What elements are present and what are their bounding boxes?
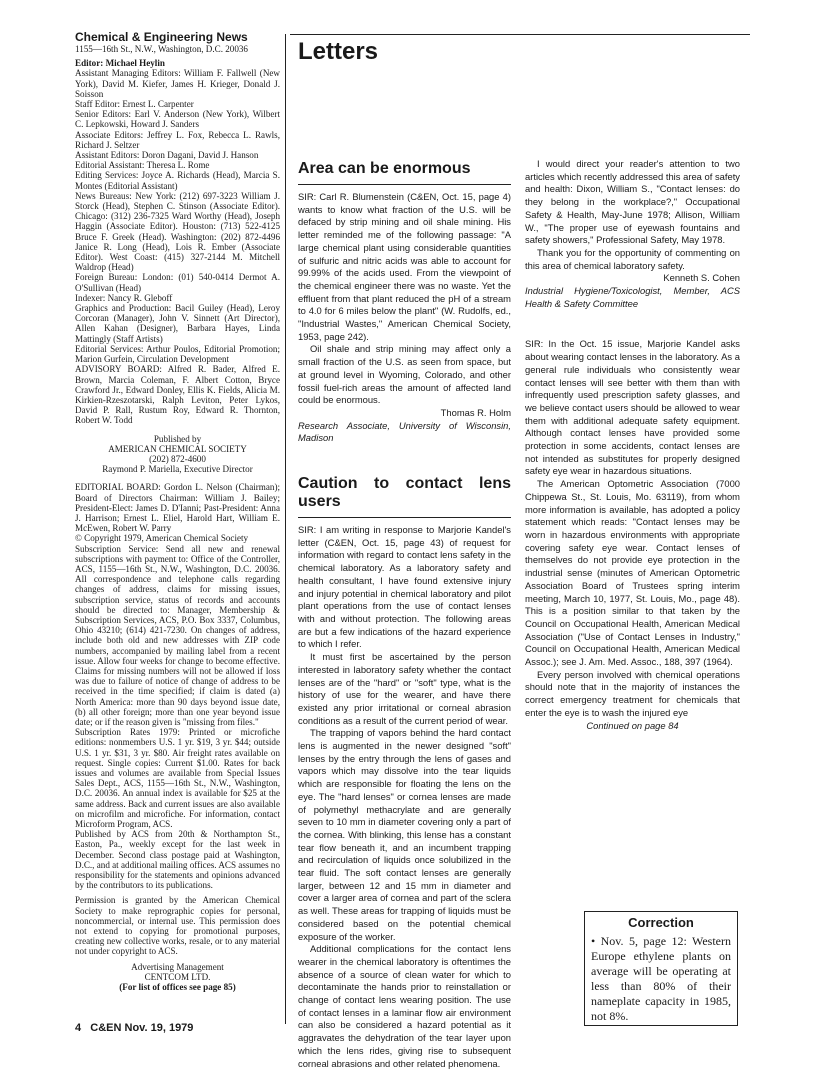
offices-note: (For list of offices see page 85) <box>119 982 236 993</box>
executive-director: Raymond P. Mariella, Executive Director <box>102 464 253 475</box>
publication-info: Published by ACS from 20th & Northampton St., Easton, Pa., weekly except for the last week in December. Second class postage paid at Washington, D.C., and at additional mailing offices. ACS assumes no responsibility for the statements and opinions advanced by the contributors to its publications. <box>75 829 280 891</box>
advisory-board: ADVISORY BOARD: Alfred R. Bader, Alfred E. Brown, Marcia Coleman, F. Albert Cotton, Bryce Crawford Jr., Edward Donley, Ellis K. Fields, Alicia M. Kirkien-Rzeszotarski, Ralph Leviton, Peter Lykos, David P. Rall, Rustum Roy, Edward R. Thornton, Robert W. Todd <box>75 364 280 426</box>
correction-box <box>584 911 738 1026</box>
letter-paragraph: Oil shale and strip mining may affect only a small fraction of the U.S. as seen from space, but at ground level in Wyoming, Colorado, and other fossil fuel-rich areas the amount of affected land could be enormous. <box>298 343 511 406</box>
letter-paragraph: SIR: I am writing in response to Marjorie Kandel's letter (C&EN, Oct. 15, page 43) of request for information with regard to contact lens safety in the chemical laboratory. As a laboratory safety and health consultant, I have found extensive injury and injury potential in chemical laboratory and pilot plant operations from the use of contact lenses with and without protection. The following areas are but a few indications of the hazard experience to which I refer. <box>298 524 511 650</box>
masthead-editor: Editor: Michael Heylin <box>75 58 165 69</box>
masthead <box>75 30 280 992</box>
society-name: AMERICAN CHEMICAL SOCIETY <box>108 443 247 454</box>
subscription-service: Subscription Service: Send all new and renewal subscriptions with payment to: Office of the Controller, ACS, 1155—16th St., N.W., Washington, D.C. 20036. All correspondence and telephone calls regarding changes of address, claims for missing issues, subscription service, status of records and accounts should be directed to: Manager, Membership & Subscription Services, ACS, P.O. Box 3337, Columbus, Ohio 43210; (614) 421-7230. On changes of address, include both old and new addresses with ZIP code numbers, accompanied by mailing label from a recent issue. Allow four weeks for change to become effective. Claims for missing numbers will not be allowed if loss was due to failure of notice of change of address to be received in the time specified; if claim is dated (a) North America: more than 90 days beyond issue date, (b) all other foreign; more than one year beyond issue date; or if the reason given is "missing from files." <box>75 543 280 727</box>
masthead-entry: Editing Services: Joyce A. Richards (Head), Marcia S. Montes (Editorial Assistant) <box>75 170 280 191</box>
letter-paragraph: I would direct your reader's attention to two articles which recently addressed this area of safety and health: Dixon, William S., "Contact lenses: do they belong in the workplace?," Occupational Safety & Health, May-June 1978; Allison, William W., "The proper use of eyewash fountains and safety showers," Professional Safety, May 1978. <box>525 158 740 246</box>
continued-note: Continued on page 84 <box>586 719 679 731</box>
issue-label: C&EN Nov. 19, 1979 <box>90 1022 194 1034</box>
correction-text: • Nov. 5, page 12: Western Europe ethylene plants on average will be operating at less than 80% of their nameplate capacity in 1985, not 8%. <box>591 934 731 1023</box>
editorial-board: EDITORIAL BOARD: Gordon L. Nelson (Chairman); Board of Directors Chairman: William J. Bailey; President-Elect: James D. D'Ianni; Past-President: Anna J. Harrison; Ernest L. Eliel, Harold Hart, William E. McEwen, Robert W. Parry <box>75 482 280 534</box>
column-divider <box>285 34 286 1024</box>
letter-affiliation: Research Associate, University of Wisconsin, Madison <box>298 419 511 444</box>
masthead-entry: Indexer: Nancy R. Gleboff <box>75 292 173 303</box>
advertising-management: Advertising Management <box>131 961 224 972</box>
subscription-rates: Subscription Rates 1979: Printed or microfiche editions: nonmembers U.S. 1 yr. $19, 3 yr. $44; outside U.S. 1 yr. $31, 3 yr. $80. Air freight rates available on request. Single copies: Current $1.00. Rates for back issues and volumes are available from Special Issues Sales Dept., ACS, 1155—16th St., N.W., Washington, D.C. 20036. An annual index is available for $25 at the same address. Back and current issues are also available on microfilm and microfiche. For information, contact Microform Program, ACS. <box>75 727 280 830</box>
right-column <box>525 158 740 732</box>
masthead-entry: Editorial Services: Arthur Poulos, Editorial Promotion; Marion Gurfein, Circulation Development <box>75 343 280 365</box>
middle-column <box>298 160 511 1070</box>
society-phone: (202) 872-4600 <box>149 453 206 464</box>
letter-paragraph: Every person involved with chemical operations should note that in the majority of instances the correct emergency treatment for chemicals that enter the eye is to wash the injured eye <box>525 668 740 718</box>
published-by: Published by <box>153 433 202 444</box>
letter-paragraph: Additional complications for the contact lens wearer in the chemical laboratory is oftentimes the absence of a source of clean water for which to decontaminate the hands prior to reinstallation or change of contact lens wearing position. The use of contact lenses in a laminar flow air environment can also be considered a hazard potential as it aggravates the dehydration of the tear layer upon which the lens rides, giving rise to subsequent corneal abrasions and other related phenomena. <box>298 943 511 1069</box>
masthead-entry: Editorial Assistant: Theresa L. Rome <box>75 160 210 171</box>
letter-heading: Area can be enormous <box>298 160 471 177</box>
masthead-entry: Assistant Managing Editors: William F. Fallwell (New York), David M. Kiefer, James H. Krieger, Donald J. Soisson <box>75 68 280 99</box>
letter-signature: Thomas R. Holm <box>440 406 511 418</box>
page-title: Letters <box>298 38 379 65</box>
centcom: CENTCOM LTD. <box>144 971 211 982</box>
page-footer <box>75 1022 193 1034</box>
letter-paragraph: The American Optometric Association (7000 Chippewa St., St. Louis, Mo. 63119), from whom more information is available, has adopted a policy statement which reads: "Contact lenses may be worn in hazardous environments with appropriate covering safety eye wear. Contact lenses of themselves do not provide eye protection in the industrial sense (minutes of American Optometric Association Board of Trustees spring interim meeting, March 10, 1977, St. Louis, Mo., page 48). This is a position similar to that taken by the Council on Occupational Health, American Medical Association ("Use of Contact Lenses in Industry," Council on Occupational Health, American Medical Assoc.); see J. Am. Med. Assoc., 188, 397 (1964). <box>525 478 740 668</box>
header-rule <box>290 34 750 35</box>
masthead-entry: News Bureaus: New York: (212) 697-3223 William J. Storck (Head), Stephen C. Stinson (Associate Editor). Chicago: (312) 236-7325 Ward Worthy (Head), Joseph Haggin (Associate Editor). Houston: (713) 522-4125 Bruce F. Greek (Head). Washington: (202) 872-4496 Janice R. Long (Head), Lois R. Ember (Associate Editor). West Coast: (415) 327-2144 M. Mitchell Waldrop (Head) <box>75 190 280 273</box>
page-number: 4 <box>75 1022 82 1034</box>
letter-paragraph: SIR: Carl R. Blumenstein (C&EN, Oct. 15, page 4) wants to know what fraction of the U.S. will be defaced by strip mining and oil shale mining. His letter reminded me of the following passage: "A large chemical plant using considerable quantities of sulfuric and nitric acids was able to account for 99.99% of the acids used. From the viewpoint of the chemical engineer there was no waste. Yet the effluent from that plant reduced the pH of a stream to 4.0 for 6 miles below the plant" (W. Rudolfs, ed., "Industrial Wastes," American Chemical Society, 1953, page 242). <box>298 191 511 342</box>
permission-notice: Permission is granted by the American Chemical Society to make reprographic copies for personal, noncommercial, or internal use. This permission does not extend to copying for promotional purposes, creating new collective works, resale, or to any material not under copyright to ACS. <box>75 895 280 957</box>
letter-heading: Caution to contact lens users <box>298 475 511 511</box>
masthead-entry: Foreign Bureau: London: (01) 540-0414 Dermot A. O'Sullivan (Head) <box>75 272 280 293</box>
publication-name: Chemical & Engineering News <box>75 30 248 44</box>
masthead-entry: Senior Editors: Earl V. Anderson (New York), Wilbert C. Lepkowski, Howard J. Sanders <box>75 109 280 130</box>
copyright: © Copyright 1979, American Chemical Society <box>75 533 249 544</box>
masthead-entry: Assistant Editors: Doron Dagani, David J. Hanson <box>75 150 259 161</box>
letter-affiliation: Industrial Hygiene/Toxicologist, Member, ACS Health & Safety Committee <box>525 285 740 309</box>
letter-paragraph: Thank you for the opportunity of commenting on this area of chemical laboratory safety. <box>525 246 740 271</box>
correction-heading: Correction <box>628 915 694 930</box>
masthead-entry: Staff Editor: Ernest L. Carpenter <box>75 99 194 110</box>
heading-rule <box>298 184 511 185</box>
heading-rule <box>298 517 511 518</box>
letter-signature: Kenneth S. Cohen <box>663 272 740 284</box>
masthead-entry: Graphics and Production: Bacil Guiley (Head), Leroy Corcoran (Manager), John V. Sinnett (Art Director), Allen Kahan (Designer), Barbara Hayes, Linda Mattingly (Staff Artists) <box>75 303 280 344</box>
publication-address: 1155—16th St., N.W., Washington, D.C. 20036 <box>75 44 248 54</box>
masthead-entry: Associate Editors: Jeffrey L. Fox, Rebecca L. Rawls, Richard J. Seltzer <box>75 129 280 150</box>
letter-paragraph: The trapping of vapors behind the hard contact lens is augmented in the newer designed "soft" lenses by the entry through the lens of gases and vapors which may dissolve into the tear liquids which are responsible for floating the lens on the eye. The "hard lenses" or cornea lenses are made of polymethyl methacrylate and are generally seven to 10 mm in diameter covering only a part of the cornea. With blinking, this lense has a constant tear flow beneath it, and an incumbent trapping and recirculation of liquids once solubilized in the tear fluid. The soft contact lenses are generally larger, between 12 and 15 mm in diameter and cover a larger area of cornea and part of the sclera as well. These areas for trapping of liquids must be considered based on the potential chemical exposure of the worker. <box>298 727 511 942</box>
letter-paragraph: It must first be ascertained by the person interested in laboratory safety whether the contact lenses are of the "hard" or "soft" type, what is the history of use for the wearer, and have there existed any prior irritational or corneal abrasion conditions as a result of the current period of wear. <box>298 651 511 726</box>
letter-paragraph: SIR: In the Oct. 15 issue, Marjorie Kandel asks about wearing contact lenses in the laboratory. As a general rule individuals who consistently wear contact lenses will see better with them than with infrequently used prescription safety glasses, and we believe contact users should be allowed to wear them with additional adequate safety equipment. Although contact lenses have provided some protection in some accidents, contact lenses are not intended as substitutes for properly designed safety eye wear in hazardous situations. <box>525 338 740 477</box>
